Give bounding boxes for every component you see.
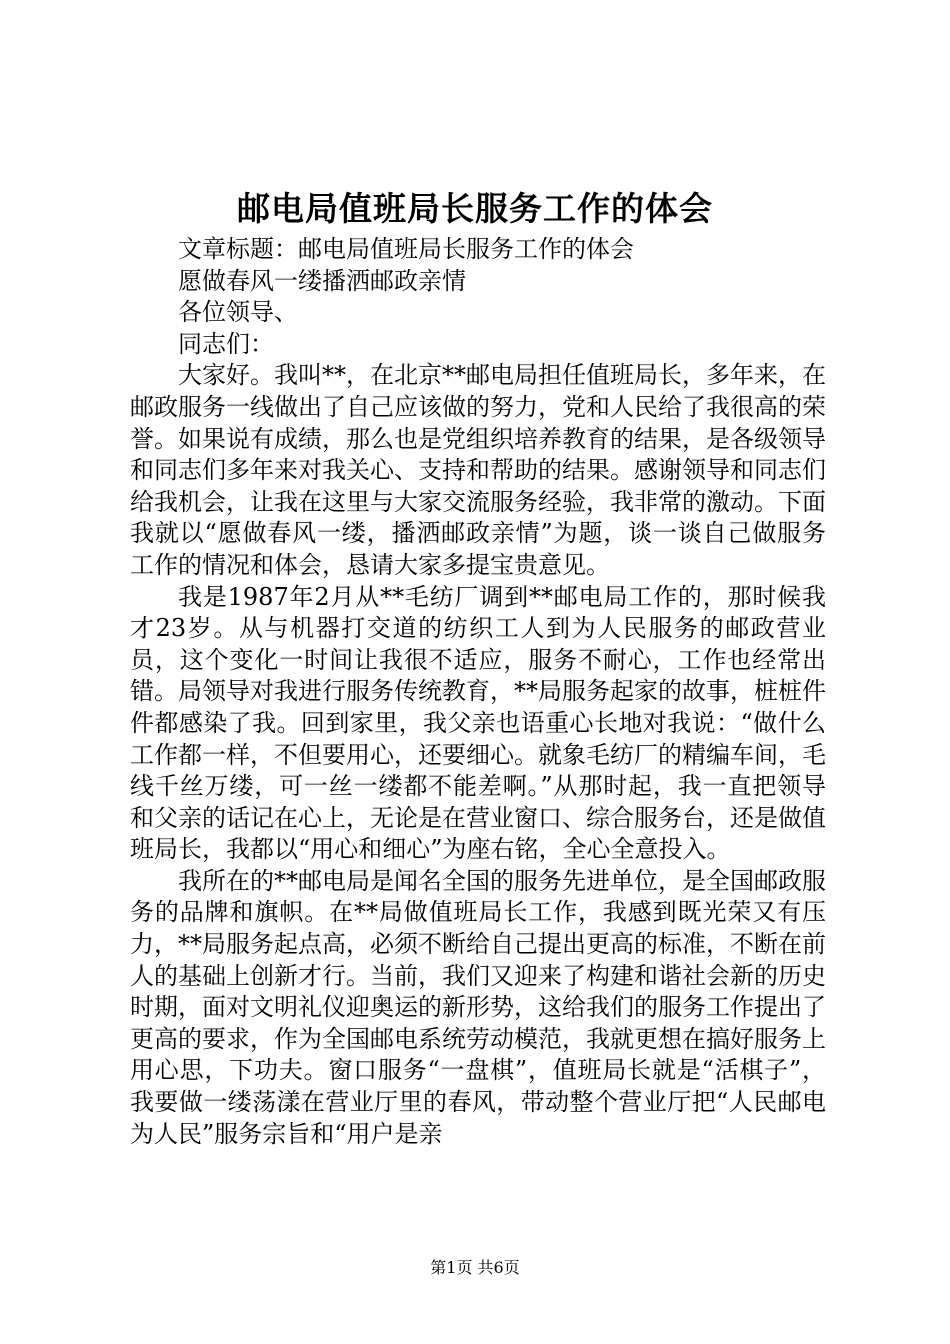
document-title: 邮电局值班局长服务工作的体会 (237, 189, 713, 228)
page-number-footer: 第1页 共6页 (430, 1258, 520, 1277)
body-paragraph: 我所在的**邮电局是闻名全国的服务先进单位，是全国邮政服务的品牌和旗帜。在**局做值班局长工作，我感到既光荣又有压力，**局服务起点高，必须不断给自己提出更高的标准，不断在前人的基础上创新才行。当前，我们又迎来了构建和谐社会新的历史时期，面对文明礼仪迎奥运的新形势，这给我们的服务工作提出了更高的要求，作为全国邮电系统劳动模范，我就更想在搞好服务上用心思，下功夫。窗口服务“一盘棋”，值班局长就是“活棋子”，我要做一缕荡漾在营业厅里的春风，带动整个营业厅把“人民邮电为人民”服务宗旨和“用户是亲 (130, 866, 826, 1148)
subtitle-line: 愿做春风一缕播洒邮政亲情 (178, 266, 466, 295)
salutation-leaders: 各位领导、 (178, 298, 298, 327)
salutation-comrades: 同志们： (178, 329, 274, 358)
document-body (130, 234, 826, 1150)
body-paragraph: 大家好。我叫**，在北京**邮电局担任值班局长，多年来，在邮政服务一线做出了自己应该做的努力，党和人民给了我很高的荣誉。如果说有成绩，那么也是党组织培养教育的结果，是各级领导和同志们多年来对我关心、支持和帮助的结果。感谢领导和同志们给我机会，让我在这里与大家交流服务经验，我非常的激动。下面我就以“愿做春风一缕，播洒邮政亲情”为题，谈一谈自己做服务工作的情况和体会，恳请大家多提宝贵意见。 (130, 361, 826, 579)
body-paragraph: 我是1987年2月从**毛纺厂调到**邮电局工作的，那时候我才23岁。从与机器打交道的纺织工人到为人民服务的邮政营业员，这个变化一时间让我很不适应，服务不耐心，工作也经常出错。局领导对我进行服务传统教育，**局服务起家的故事，桩桩件件都感染了我。回到家里，我父亲也语重心长地对我说：“做什么工作都一样，不但要用心，还要细心。就象毛纺厂的精编车间，毛线千丝万缕，可一丝一缕都不能差啊。”从那时起，我一直把领导和父亲的话记在心上，无论是在营业窗口、综合服务台，还是做值班局长，我都以“用心和细心”为座右铭，全心全意投入。 (130, 582, 826, 864)
article-title-line: 文章标题：邮电局值班局长服务工作的体会 (178, 235, 634, 263)
